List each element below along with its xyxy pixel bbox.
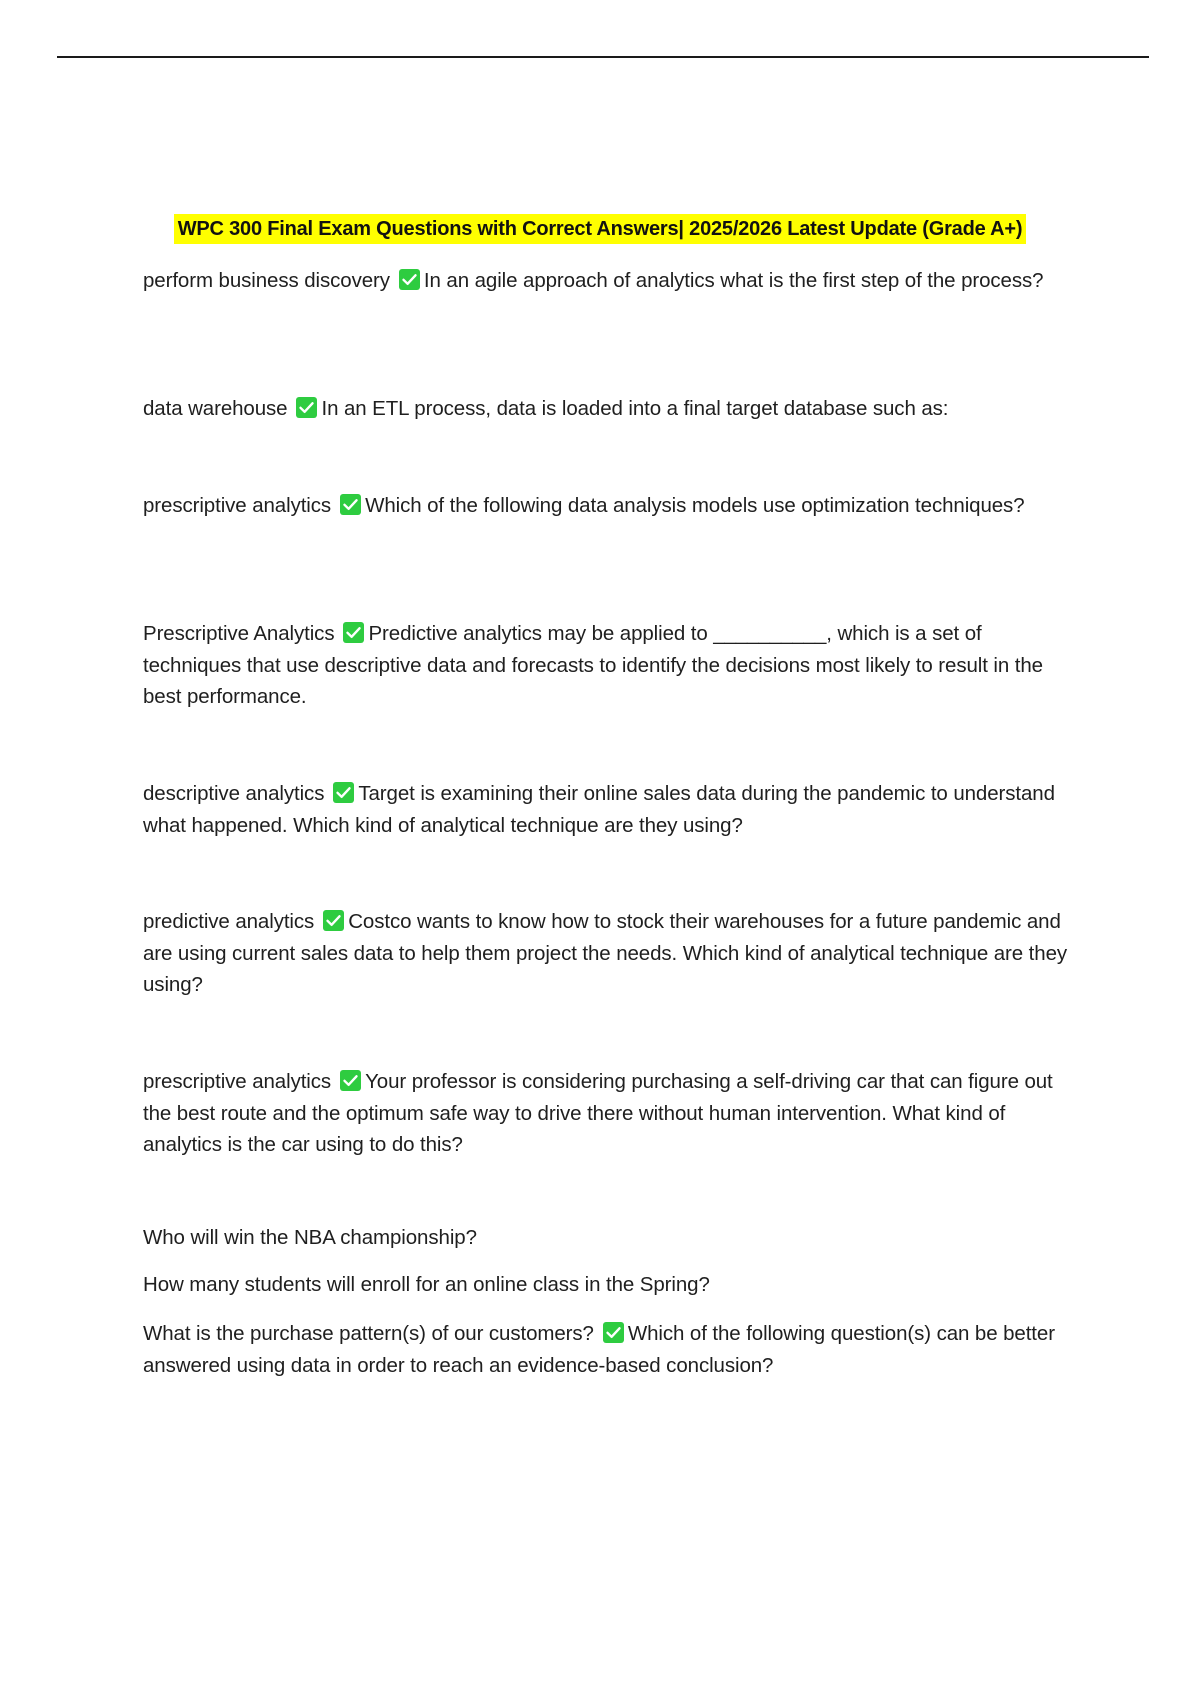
question-text: Which of the following data analysis models use optimization techniques?: [365, 494, 1025, 517]
qa-item-1: [143, 265, 1068, 297]
question-text: Your professor is considering purchasing a self-driving car that can figure out the best route and the optimum safe way to drive there without human intervention. What kind of analytics is the car using to do this?: [143, 1070, 1053, 1157]
answer-line-1: Who will win the NBA championship?: [143, 1226, 477, 1249]
answer-text: Prescriptive Analytics: [143, 622, 335, 645]
question-text: In an ETL process, data is loaded into a final target database such as:: [321, 397, 949, 420]
check-icon: [340, 1070, 361, 1091]
answer-text: prescriptive analytics: [143, 494, 332, 517]
question-text: Costco wants to know how to stock their warehouses for a future pandemic and are using current sales data to help them project the needs. Which kind of analytical technique are they using?: [143, 910, 1068, 997]
check-icon: [296, 397, 317, 418]
qa-item-4: [143, 618, 1068, 713]
question-text: In an agile approach of analytics what is the first step of the process?: [423, 269, 1044, 292]
title-container: [0, 214, 1200, 244]
qa-item-6: [143, 906, 1068, 1001]
check-icon: [399, 269, 420, 290]
question-text: Which of the following question(s) can be better answered using data in order to reach an evidence-based conclusion?: [143, 1322, 1055, 1377]
answer-text: descriptive analytics: [143, 782, 325, 805]
check-icon: [323, 910, 344, 931]
qa-item-2: [143, 393, 1068, 425]
check-icon: [603, 1322, 624, 1343]
top-horizontal-rule: [57, 56, 1149, 58]
check-icon: [343, 622, 364, 643]
answer-text: predictive analytics: [143, 910, 315, 933]
answer-text: What is the purchase pattern(s) of our customers?: [143, 1322, 594, 1345]
answer-text: perform business discovery: [143, 269, 390, 292]
qa-item-8: [143, 1318, 1068, 1381]
qa-item-7: [143, 1066, 1068, 1161]
document-title: WPC 300 Final Exam Questions with Correct Answers| 2025/2026 Latest Update (Grade A+): [174, 214, 1027, 244]
check-icon: [333, 782, 354, 803]
question-text: Predictive analytics may be applied to __________, which is a set of techniques that use descriptive data and forecasts to identify the decisions most likely to result in the best performance.: [143, 622, 1043, 709]
answer-line-2: How many students will enroll for an online class in the Spring?: [143, 1273, 710, 1296]
qa-item-5: [143, 778, 1068, 841]
check-icon: [340, 494, 361, 515]
qa-item-3: [143, 490, 1068, 522]
answer-text: data warehouse: [143, 397, 288, 420]
answer-text: prescriptive analytics: [143, 1070, 332, 1093]
question-text: Target is examining their online sales data during the pandemic to understand what happened. Which kind of analytical technique are they using?: [143, 782, 1055, 837]
